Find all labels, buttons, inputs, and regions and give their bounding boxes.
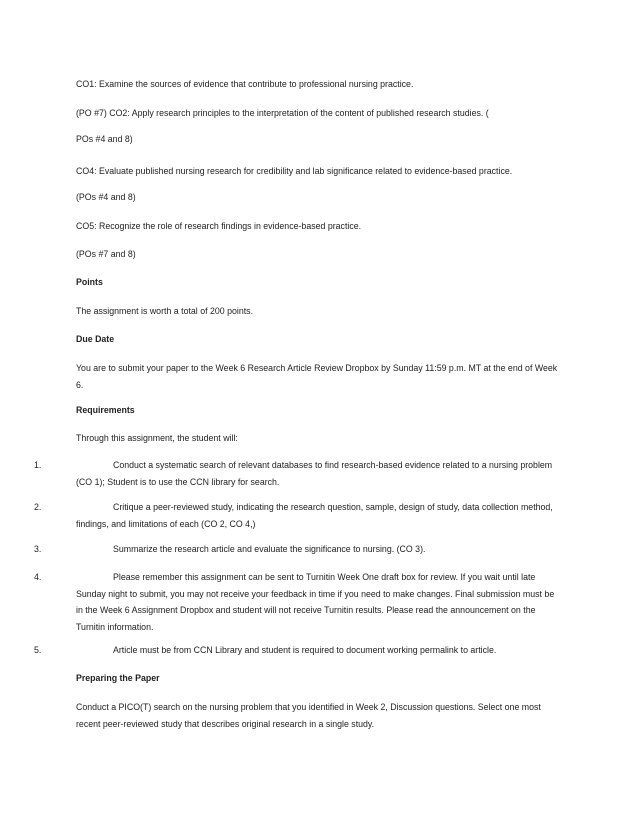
course-outcome-5: CO5: Recognize the role of research findings in evidence-based practice. [76,221,362,231]
requirement-item-2 [76,499,558,532]
requirement-text-1: Conduct a systematic search of relevant databases to find research-based evidence related to a nursing problem (CO 1); Student is to use the CCN library for search. [76,460,553,487]
points-text: The assignment is worth a total of 200 points. [76,306,254,316]
requirement-number-2: 2. [34,502,42,512]
requirement-item-3 [76,541,558,558]
requirements-intro: Through this assignment, the student will: [76,433,238,443]
points-heading: Points [76,277,103,287]
course-outcome-4-pos: (POs #4 and 8) [76,192,136,202]
requirement-item-1 [76,457,558,490]
requirement-text-5: Article must be from CCN Library and student is required to document working permalink to article. [113,645,497,655]
preparing-text: Conduct a PICO(T) search on the nursing problem that you identified in Week 2, Discussion questions. Select one most recent peer-reviewed study that describes original research in a single study. [76,702,541,729]
due-date-text: You are to submit your paper to the Week 6 Research Article Review Dropbox by Sunday 11:59 p.m. MT at the end of Week 6. [76,363,558,390]
course-outcome-1: CO1: Examine the sources of evidence that contribute to professional nursing practice. [76,79,414,89]
requirement-text-3: Summarize the research article and evaluate the significance to nursing. (CO 3). [113,544,426,554]
requirement-text-2: Critique a peer-reviewed study, indicating the research question, sample, design of study, data collection method, findings, and limitations of each (CO 2, CO 4,) [76,502,553,529]
course-outcome-2-pos: POs #4 and 8) [76,134,133,144]
requirement-item-4 [76,569,558,635]
preparing-heading: Preparing the Paper [76,673,160,683]
requirement-text-4: Please remember this assignment can be sent to Turnitin Week One draft box for review. If you wait until late Sunday night to submit, you may not receive your feedback in time if you need to make changes. Final submission must be in the Week 6 Assignment Dropbox and student will not receive Turnitin results. Please read the announcement on the Turnitin information. [76,572,555,632]
requirement-number-4: 4. [34,572,42,582]
course-outcome-5-pos: (POs #7 and 8) [76,249,136,259]
requirement-number-1: 1. [34,460,42,470]
requirement-number-5: 5. [34,645,42,655]
requirements-heading: Requirements [76,405,135,415]
course-outcome-2: (PO #7) CO2: Apply research principles to the interpretation of the content of published research studies. ( [76,108,489,118]
requirement-item-5 [76,642,558,659]
requirement-number-3: 3. [34,544,42,554]
course-outcome-4: CO4: Evaluate published nursing research for credibility and lab significance related to evidence-based practice. [76,166,513,176]
due-date-heading: Due Date [76,334,115,344]
